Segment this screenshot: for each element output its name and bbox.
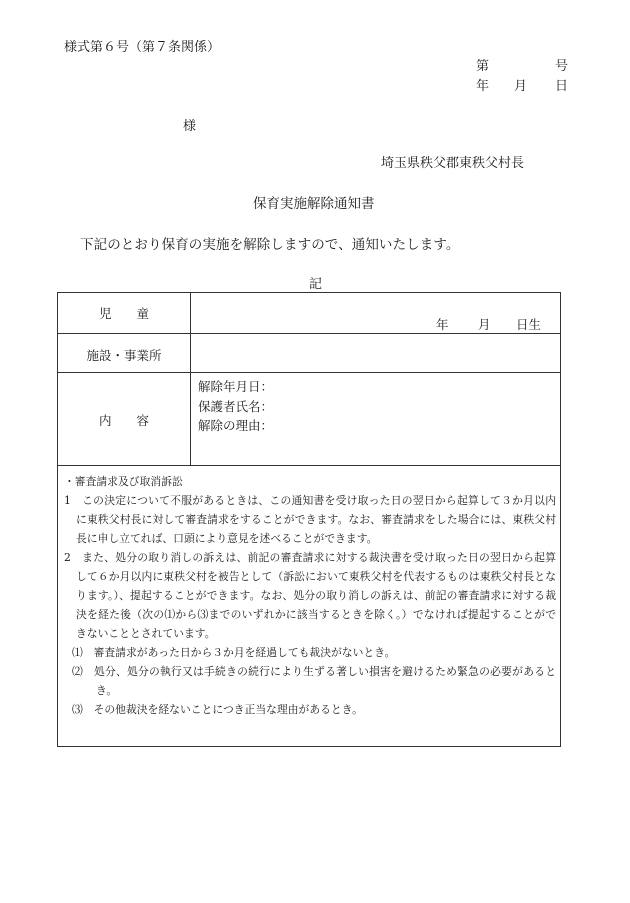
child-label: 児 童 [98, 306, 149, 321]
ki-heading: 記 [309, 277, 323, 292]
date-month: 月 [514, 79, 528, 94]
release-date-line: 解除年月日： [198, 379, 274, 394]
number-suffix: 号 [554, 59, 568, 74]
notes-heading: ・審査請求及び取消訴訟 [64, 475, 183, 488]
child-label-cell [58, 293, 191, 334]
birth-year: 年 [436, 317, 449, 332]
facility-row [58, 334, 561, 373]
note-item-1: 1 この決定について不服があるときは、この通知書を受け取った日の翌日から起算して３か月以内に東秩父村長に対して審査請求をすることができます。なお、審査請求をした場合には、東秩父村長に申し立てれば、口頭により意見を述べることができます。 [64, 494, 556, 545]
notes-row [58, 466, 561, 747]
note-item-2: 2 また、処分の取り消しの訴えは、前記の審査請求に対する裁決書を受け取った日の翌日から起算して６か月以内に東秩父村を被告として（訴訟において東秩父村を代表するものは東秩父村長となります。）、提起することができます。なお、処分の取り消しの訴えは、前記の審査請求に対する裁決を経た後（次の⑴から⑶までのいずれかに該当するときを除く。）でなければ提起することができないこととされています。 [64, 551, 556, 640]
birth-month: 月 [478, 317, 491, 332]
notice-table [57, 292, 561, 747]
note-sub-2: ⑵ 処分、処分の執行又は手続きの続行により生ずる著しい損害を避けるため緊急の必要があるとき。 [72, 665, 556, 697]
intro-text: 下記のとおり保育の実施を解除しますので、通知いたします。 [80, 237, 460, 253]
child-row [58, 293, 561, 334]
child-value-cell [191, 293, 561, 334]
content-label-cell [58, 373, 191, 466]
facility-label-cell [58, 334, 191, 373]
date-year: 年 [476, 79, 490, 94]
issuer: 埼玉県秩父郡東秩父村長 [381, 156, 525, 171]
note-sub-3: ⑶ その他裁決を経ないことにつき正当な理由があるとき。 [72, 703, 363, 716]
addressee: 様 [183, 119, 197, 134]
birth-day-suffix: 日生 [516, 317, 542, 332]
release-reason-line: 解除の理由： [198, 418, 274, 433]
content-label: 内 容 [98, 413, 149, 428]
form-number: 様式第６号（第７条関係） [64, 40, 221, 55]
date-day: 日 [554, 79, 568, 94]
appeal-notes [64, 472, 556, 719]
facility-label: 施設・事業所 [86, 348, 162, 363]
note-sub-1: ⑴ 審査請求があった日から３か月を経過しても裁決がないとき。 [72, 646, 396, 659]
document-title: 保育実施解除通知書 [253, 196, 375, 212]
guardian-name-line: 保護者氏名： [198, 398, 274, 414]
notes-cell [58, 466, 561, 747]
content-row [58, 373, 561, 466]
content-value-cell [191, 373, 561, 466]
number-prefix: 第 [476, 59, 490, 74]
content-lines [198, 377, 273, 436]
facility-value-cell [191, 334, 561, 373]
